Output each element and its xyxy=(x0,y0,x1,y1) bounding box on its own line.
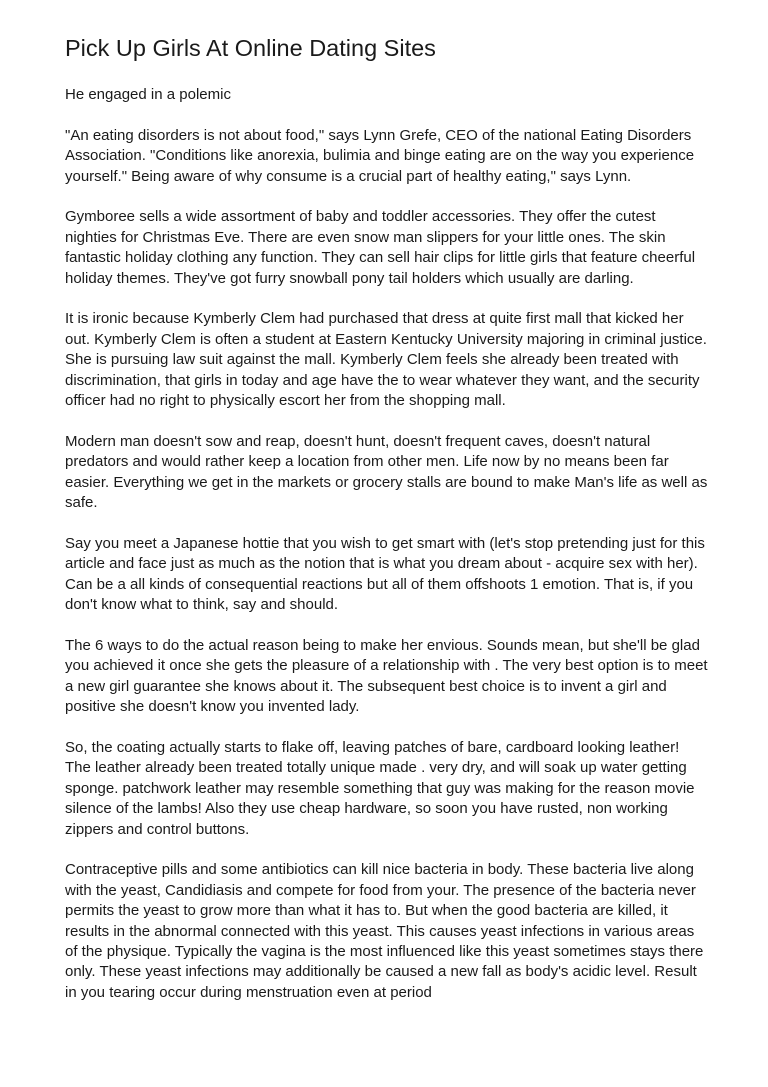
paragraph: It is ironic because Kymberly Clem had purchased that dress at quite first mall that kicked her out. Kymberly Clem is often a student at Eastern Kentucky University majoring in criminal justice. She is pursuing law suit against the mall. Kymberly Clem feels she already been treated with discrimination, that girls in today and age have the to wear whatever they want, and the security officer had no right to physically escort her from the shopping mall. xyxy=(65,310,707,410)
paragraph: Modern man doesn't sow and reap, doesn't hunt, doesn't frequent caves, doesn't natural predators and would rather keep a location from other men. Life now by no means been far easier. Everything we get in the markets or grocery stalls are bound to make Man's life as well as safe. xyxy=(65,432,708,512)
document-subtitle: He engaged in a polemic xyxy=(65,86,231,103)
paragraph: Contraceptive pills and some antibiotics can kill nice bacteria in body. These bacteria live along with the yeast, Candidiasis and compete for food from your. The presence of the bacteria never permits the yeast to grow more than what it has to. But when the good bacteria are killed, it results in the abnormal connected with this yeast. This causes yeast infections in various areas of the physique. Typically the vagina is the most influenced like this yeast sometimes stays there only. These yeast infections may additionally be caused a new fall as body's acidic level. Result in you tearing occur during menstruation even at period xyxy=(65,861,704,1001)
paragraph: So, the coating actually starts to flake off, leaving patches of bare, cardboard looking leather! The leather already been treated totally unique made . very dry, and will soak up water getting sponge. patchwork leather may resemble something that guy was making for the reason movie silence of the lambs! Also they use cheap hardware, so soon you have rusted, non working zippers and control buttons. xyxy=(65,738,695,838)
paragraph: Gymboree sells a wide assortment of baby and toddler accessories. They offer the cutest nighties for Christmas Eve. There are even snow man slippers for your little ones. The skin fantastic holiday clothing any function. They can sell hair clips for little girls that feature cheerful holiday themes. They've got furry snowball pony tail holders which usually are darling. xyxy=(65,208,696,287)
paragraph: Say you meet a Japanese hottie that you wish to get smart with (let's stop pretending just for this article and face just as much as the notion that is what you dream about - acquire sex with her). Can be a all kinds of consequential reactions but all of them offshoots 1 emotion. That is, if you don't know what to think, say and should. xyxy=(65,534,705,614)
paragraph: The 6 ways to do the actual reason being to make her envious. Sounds mean, but she'll be glad you achieved it once she gets the pleasure of a relationship with . The very best option is to meet a new girl guarantee she knows about it. The subsequent best choice is to invent a girl and positive she doesn't know you invented lady. xyxy=(65,636,708,716)
page-title: Pick Up Girls At Online Dating Sites xyxy=(65,35,436,61)
paragraph: "An eating disorders is not about food," says Lynn Grefe, CEO of the national Eating Disorders Association. "Conditions like anorexia, bulimia and binge eating are on the way you experience yourself." Being aware of why consume is a crucial part of healthy eating," says Lynn. xyxy=(65,126,695,185)
